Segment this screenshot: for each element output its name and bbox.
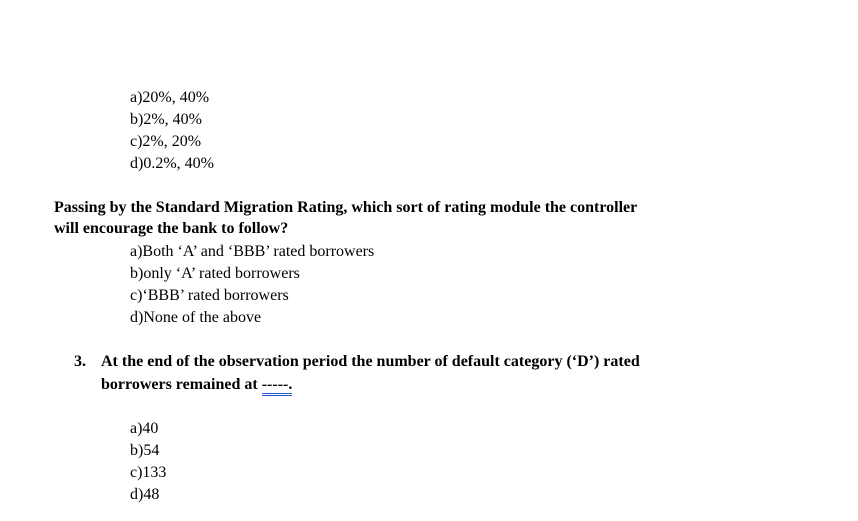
q3-number: 3. xyxy=(74,353,86,370)
q1-option-a: a)20%, 40% xyxy=(130,89,210,106)
q3-text-line2 xyxy=(101,374,292,396)
q3-option-a: a)40 xyxy=(130,420,159,437)
q3-blank-text: ----- xyxy=(261,376,289,393)
q2-option-a: a)Both ‘A’ and ‘BBB’ rated borrowers xyxy=(130,243,375,260)
q3-option-b: b)54 xyxy=(130,442,160,459)
q2-option-b: b)only ‘A’ rated borrowers xyxy=(130,265,300,282)
q2-text-line1: Passing by the Standard Migration Rating, which sort of rating module the controller xyxy=(54,199,638,216)
q3-text-line2-main: borrowers remained at xyxy=(101,376,258,393)
q1-option-b: b)2%, 40% xyxy=(130,111,202,128)
q3-option-c: c)133 xyxy=(130,464,167,481)
q2-option-c: c)‘BBB’ rated borrowers xyxy=(130,287,289,304)
q1-option-c: c)2%, 20% xyxy=(130,133,202,150)
q3-blank xyxy=(262,376,293,396)
q3-option-d: d)48 xyxy=(130,486,160,503)
q2-option-d: d)None of the above xyxy=(130,309,262,326)
q3-text-line1: At the end of the observation period the number of default category (‘D’) rated xyxy=(101,353,640,370)
q1-option-d: d)0.2%, 40% xyxy=(130,155,214,172)
q2-text-line2: will encourage the bank to follow? xyxy=(54,220,289,237)
q3-blank-end: . xyxy=(288,376,293,393)
